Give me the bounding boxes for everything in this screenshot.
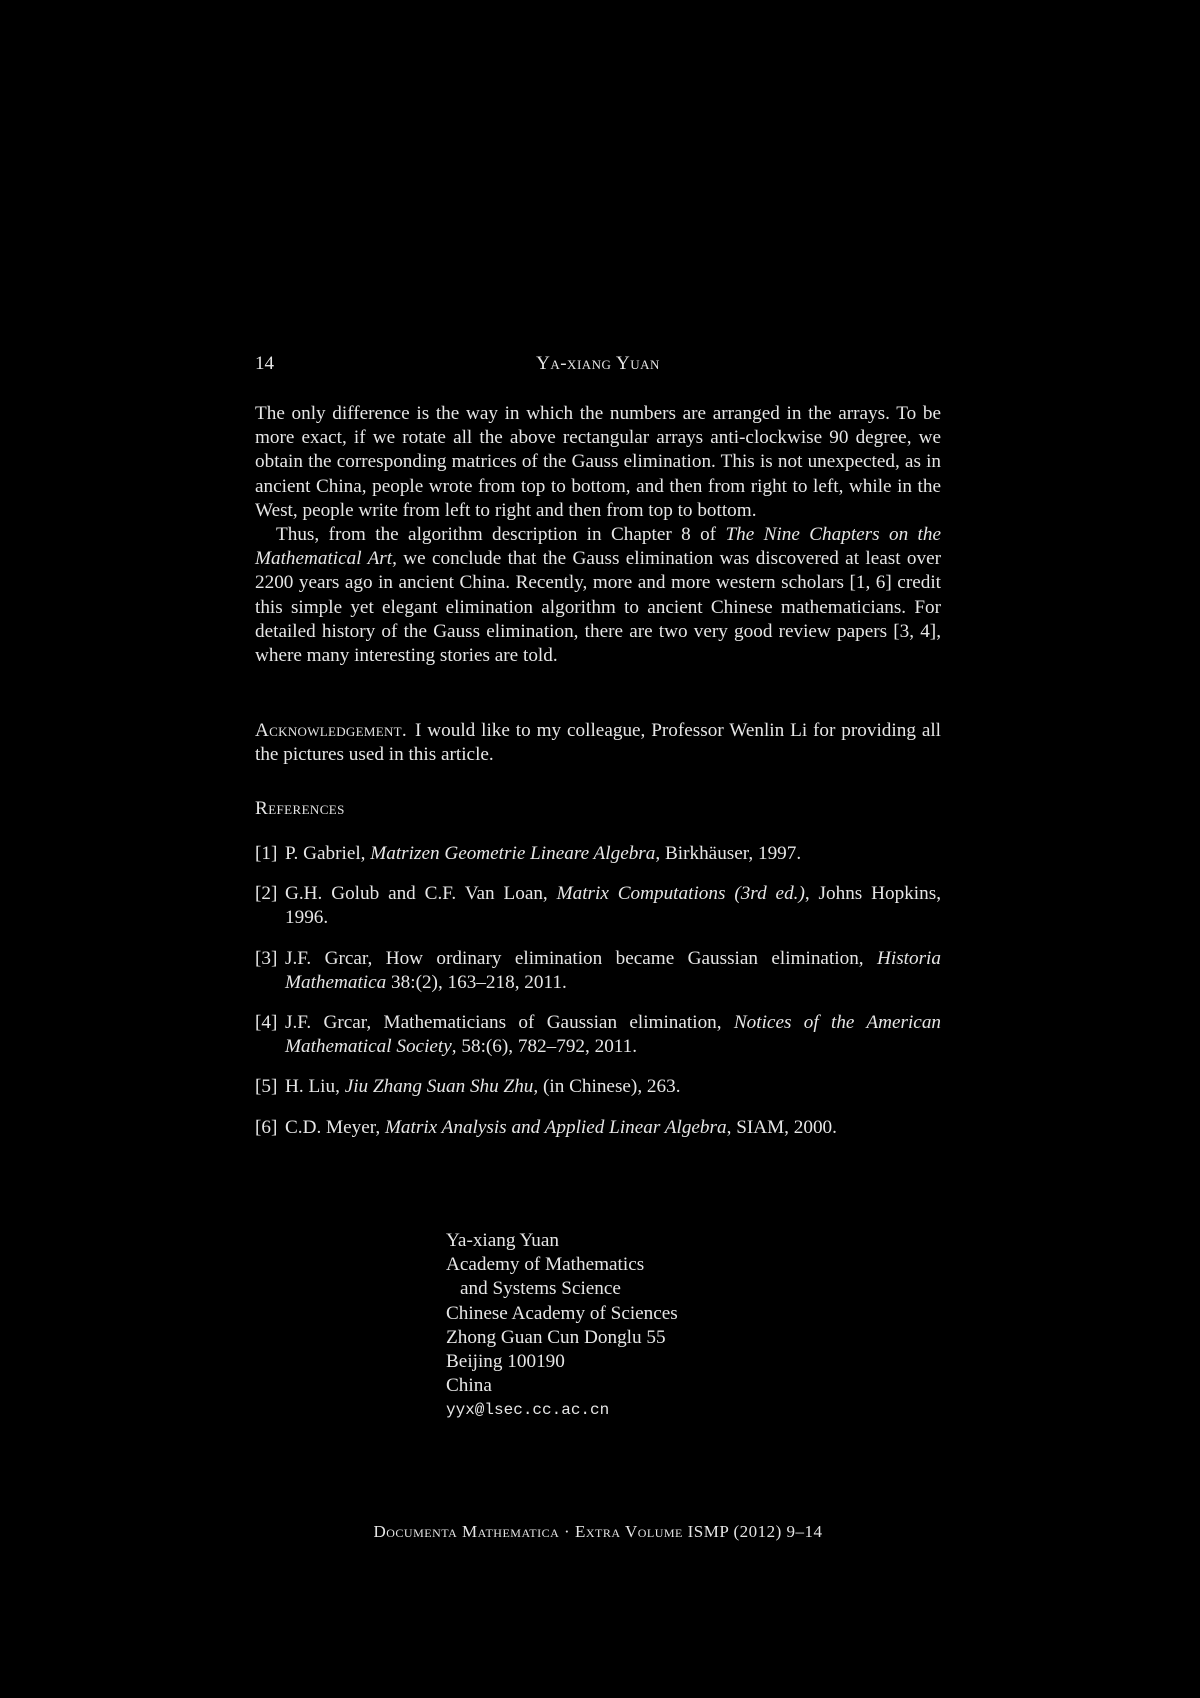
- reference-details: , Birkhäuser, 1997.: [655, 843, 802, 864]
- reference-details: , (in Chinese), 263.: [533, 1076, 681, 1098]
- page-number: 14: [255, 353, 274, 374]
- address-line: China: [446, 1375, 492, 1397]
- reference-item: [255, 1116, 941, 1140]
- reference-number: [6]: [255, 1116, 278, 1138]
- reference-number: [3]: [255, 947, 278, 969]
- reference-number: [5]: [255, 1076, 278, 1098]
- references-heading: References: [255, 798, 345, 819]
- reference-item: [255, 1011, 941, 1059]
- acknowledgement: [255, 719, 941, 767]
- reference-title: Matrix Analysis and Applied Linear Algebra: [384, 1116, 727, 1138]
- book-title: The Nine Chapters on the Mathematical Art: [255, 524, 941, 570]
- address-line: Beijing 100190: [446, 1351, 565, 1373]
- running-head-author: Ya-xiang Yuan: [536, 353, 660, 374]
- reference-item: [255, 947, 941, 995]
- reference-authors: J.F. Grcar, How ordinary elimination became Gaussian elimination,: [285, 947, 878, 969]
- running-head: [255, 353, 941, 379]
- reference-details: , 58:(6), 782–792, 2011.: [451, 1036, 638, 1058]
- body-text: [255, 402, 941, 668]
- references-list: [255, 842, 941, 1156]
- address-line: and Systems Science: [460, 1278, 621, 1300]
- acknowledgement-text: I would like to my colleague, Professor Wenlin Li for providing all the pictures used in this article.: [255, 720, 941, 766]
- reference-title: Matrizen Geometrie Lineare Algebra: [370, 843, 656, 864]
- reference-title: Notices of the American Mathematical Society: [285, 1012, 942, 1058]
- reference-details: , Johns Hopkins, 1996.: [285, 883, 941, 929]
- author-email[interactable]: yyx@lsec.cc.ac.cn: [446, 1401, 610, 1420]
- journal-footer: Documenta Mathematica · Extra Volume ISMP (2012) 9–14: [373, 1522, 823, 1541]
- reference-number: [2]: [255, 883, 278, 905]
- address-line: Zhong Guan Cun Donglu 55: [446, 1326, 666, 1348]
- paragraph-1: The only difference is the way in which the numbers are arranged in the arrays. To be more exact, if we rotate all the above rectangular arrays anti-clockwise 90 degree, we obtain the corresponding matrices of the Gauss elimination. This is not unexpected, as in ancient China, people wrote from top to bottom, and then from right to left, while in the West, people write from left to right and then from top to bottom.: [255, 403, 941, 521]
- author-address: [446, 1229, 678, 1423]
- address-name: Ya-xiang Yuan: [446, 1230, 559, 1251]
- reference-authors: H. Liu,: [285, 1076, 345, 1098]
- reference-title: Matrix Computations (3rd ed.): [556, 883, 805, 905]
- reference-details: 38:(2), 163–218, 2011.: [386, 971, 567, 993]
- reference-item: [255, 882, 941, 930]
- reference-authors: P. Gabriel,: [285, 843, 371, 864]
- paper-page: [255, 0, 941, 1698]
- address-line: Chinese Academy of Sciences: [446, 1302, 678, 1324]
- reference-authors: C.D. Meyer,: [285, 1116, 385, 1138]
- reference-authors: G.H. Golub and C.F. Van Loan,: [285, 883, 557, 905]
- reference-title: Historia Mathematica: [285, 947, 941, 993]
- paragraph-2: [255, 523, 941, 668]
- address-line: Academy of Mathematics: [446, 1254, 645, 1276]
- reference-authors: J.F. Grcar, Mathematicians of Gaussian elimination,: [285, 1012, 734, 1034]
- reference-item: [255, 842, 941, 866]
- paragraph-2-end: , we conclude that the Gauss elimination was discovered at least over 2200 years ago in ancient China. Recently, more and more western scholars [1, 6] credit this simple yet elegant elimination algorithm to ancient Chinese mathematicians. For detailed history of the Gauss elimination, there are two very good review papers [3, 4], where many interesting stories are told.: [255, 548, 941, 667]
- acknowledgement-label: Acknowledgement.: [255, 720, 407, 741]
- reference-number: [4]: [255, 1012, 278, 1034]
- reference-details: , SIAM, 2000.: [726, 1116, 837, 1138]
- paragraph-2-start: Thus, from the algorithm description in Chapter 8 of: [276, 524, 726, 546]
- reference-number: [1]: [255, 843, 278, 864]
- reference-item: [255, 1075, 941, 1099]
- reference-title: Jiu Zhang Suan Shu Zhu: [344, 1076, 534, 1098]
